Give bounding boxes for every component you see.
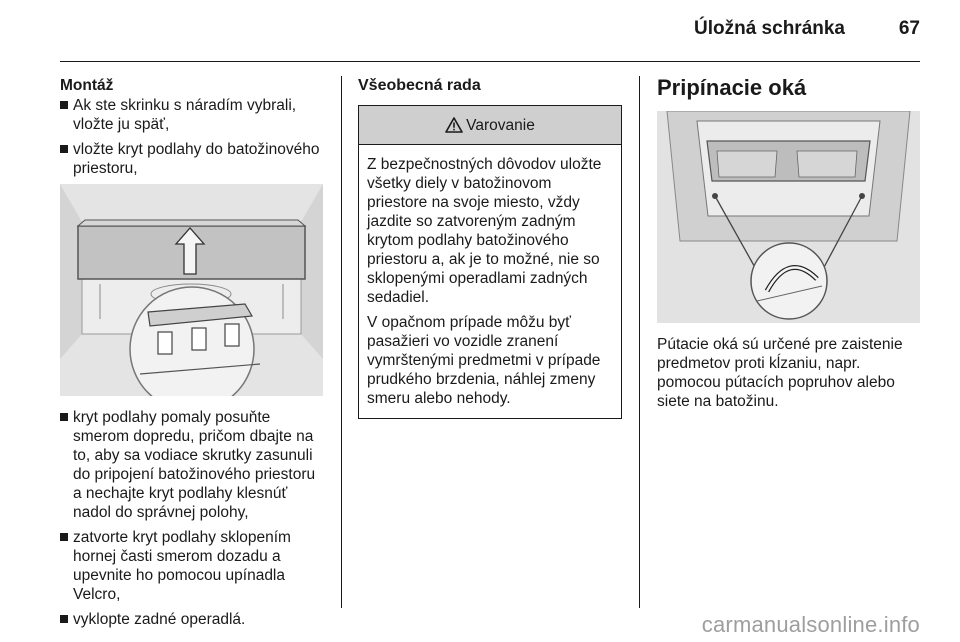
warning-paragraph: Z bezpečnostných dôvodov uložte všetky diely v batožinovom priestore na svoje miesto, vždy jazdite so zatvoreným zadným krytom podlahy batožinového priestoru a, ak je to možné, nie so sklopenými operadlami zadných sedadiel.: [367, 156, 602, 306]
section-heading: Pripínacie oká: [657, 75, 807, 100]
bullet-list: [60, 96, 328, 178]
section-subhead: Montáž: [60, 77, 114, 94]
page-header: [60, 0, 920, 62]
list-item: vyklopte zadné operadlá.: [60, 610, 328, 629]
warning-box: [358, 105, 622, 419]
page-number: 67: [898, 18, 920, 39]
bullet-list: [60, 408, 328, 629]
list-item: vložte kryt podlahy do batožinového priestoru,: [60, 140, 328, 178]
floor-cover-illustration: [60, 184, 323, 396]
column-divider: [639, 76, 640, 608]
warning-paragraph: V opačnom prípade môžu byť pasažieri vo vozidle zranení vymrštenými predmetmi v prípade prudkého brzdenia, náhlej zmeny smeru alebo nehody.: [367, 314, 601, 407]
section-heading: Všeobecná rada: [358, 77, 481, 94]
list-item: Ak ste skrinku s náradím vybrali, vložte ju späť,: [60, 96, 328, 134]
header-title: Úložná schránka: [694, 18, 845, 39]
body-paragraph: Pútacie oká sú určené pre zaistenie predmetov proti kĺzaniu, napr. pomocou pútacích popruhov alebo siete na batožinu.: [657, 336, 903, 410]
list-item: zatvorte kryt podlahy sklopením hornej časti smerom dozadu a upevnite ho pomocou upínadla Velcro,: [60, 528, 328, 604]
warning-body: [359, 145, 621, 418]
column-general-advice: [358, 76, 624, 419]
column-divider: [341, 76, 342, 608]
watermark: carmanualsonline.info: [701, 612, 920, 637]
warning-title: Varovanie: [466, 116, 535, 134]
warning-header: [359, 106, 621, 145]
warning-triangle-icon: [445, 117, 463, 133]
column-installation: [60, 76, 328, 635]
list-item: kryt podlahy pomaly posuňte smerom dopredu, pričom dbajte na to, aby sa vodiace skrutky zasunuli do pripojení batožinového priestoru a nechajte kryt podlahy klesnúť nadol do správnej polohy,: [60, 408, 328, 522]
column-tie-down-eyes: [657, 76, 922, 411]
tie-down-eyes-illustration: [657, 111, 920, 323]
